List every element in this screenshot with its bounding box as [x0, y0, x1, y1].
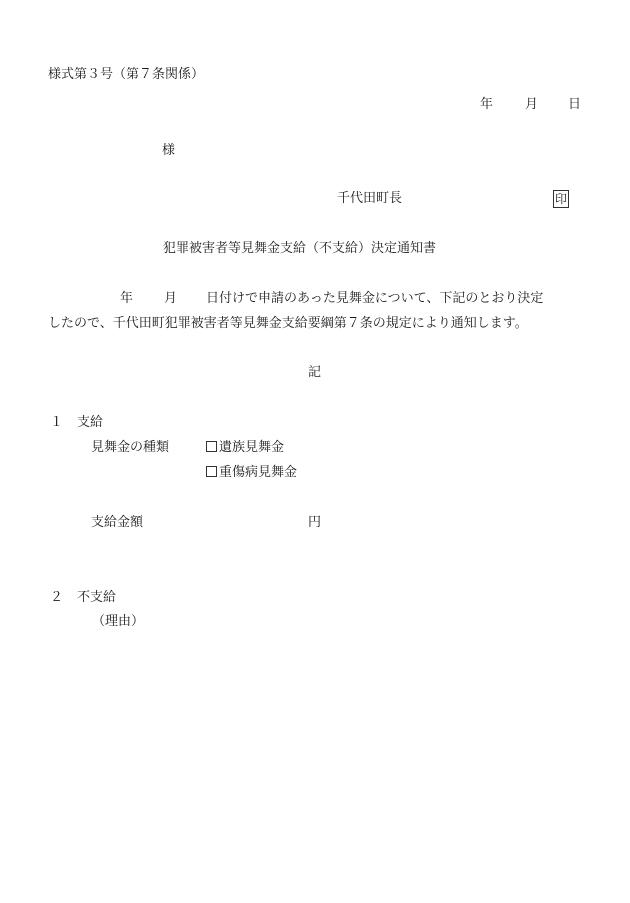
option-bereaved-label: 遺族見舞金 [219, 440, 285, 455]
section-1-heading: 支給 [77, 415, 104, 430]
document-title: 犯罪被害者等見舞金支給（不支給）決定通知書 [163, 241, 437, 256]
checkbox-bereaved[interactable] [206, 441, 217, 452]
date-year: 年 [480, 97, 494, 112]
section-2-number: ２ [50, 590, 64, 605]
amount-unit: 円 [308, 515, 322, 530]
date-day: 日 [568, 97, 582, 112]
option-bereaved [206, 440, 284, 456]
amount-label: 支給金額 [91, 515, 144, 530]
option-serious-injury [206, 465, 297, 481]
sender-name: 千代田町長 [337, 191, 403, 206]
addressee-suffix: 様 [162, 143, 176, 158]
ki-heading: 記 [308, 365, 322, 380]
option-serious-injury-label: 重傷病見舞金 [219, 465, 298, 480]
body-line2: したので、千代田町犯罪被害者等見舞金支給要綱第７条の規定により通知します。 [48, 316, 528, 331]
checkbox-serious-injury[interactable] [206, 466, 217, 477]
body-line1: 日付けで申請のあった見舞金について、下記のとおり決定 [206, 291, 544, 306]
body-year: 年 [120, 291, 134, 306]
section-2-heading: 不支給 [77, 590, 117, 605]
type-label: 見舞金の種類 [91, 440, 170, 455]
section-1-number: １ [50, 415, 64, 430]
date-month: 月 [525, 97, 539, 112]
form-number: 様式第３号（第７条関係） [48, 67, 205, 82]
reason-label: （理由） [92, 614, 145, 629]
seal-mark: 印 [554, 192, 567, 206]
body-month: 月 [164, 291, 178, 306]
